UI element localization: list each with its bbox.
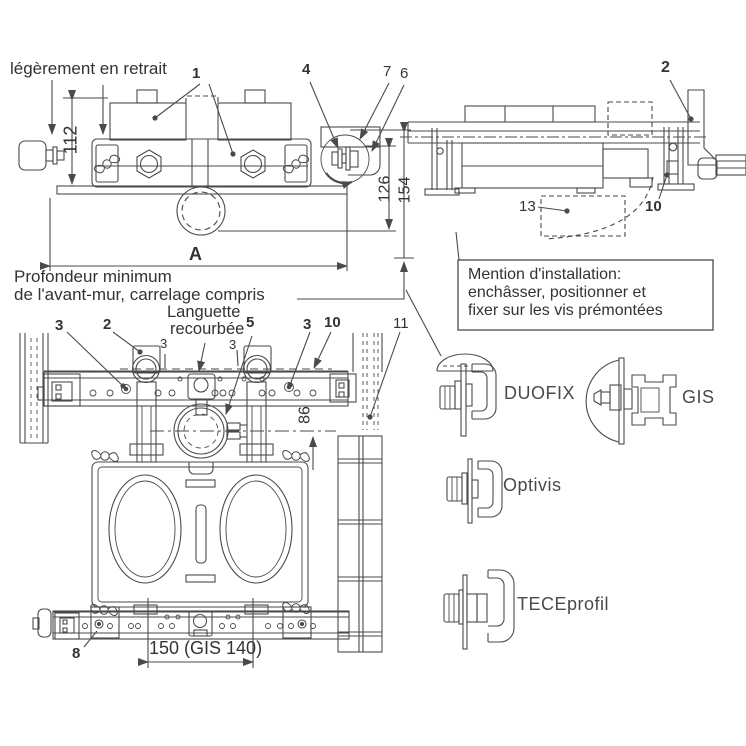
callout-3-left: 3 <box>55 317 64 334</box>
callout-2-side: 2 <box>661 59 670 76</box>
callout-3-right: 3 <box>303 316 312 333</box>
languette-note-line1: Languette <box>167 303 241 321</box>
dimension-150: 150 (GIS 140) <box>149 638 263 658</box>
callout-4: 4 <box>302 61 311 78</box>
callout-7: 7 <box>383 63 392 80</box>
front-view-drawing <box>20 332 400 668</box>
callout-6: 6 <box>400 65 409 82</box>
dimension-112: 112 <box>60 125 81 155</box>
duofix-fastener-drawing <box>437 354 496 436</box>
optivis-fastener-drawing <box>447 459 502 523</box>
callout-1: 1 <box>192 65 201 82</box>
top-view-drawing <box>19 80 414 271</box>
depth-note-line1: Profondeur minimum <box>14 267 172 286</box>
callout-3-small-mid: 3 <box>160 336 168 351</box>
recessed-note: légèrement en retrait <box>10 59 167 78</box>
dimension-86: 86 <box>296 406 314 424</box>
system-label-gis: GIS <box>682 387 715 407</box>
callout-3-small-right: 3 <box>229 337 237 352</box>
languette-note-line2: recourbée <box>170 320 245 338</box>
depth-note-line2: de l'avant-mur, carrelage compris <box>14 285 265 304</box>
callout-11: 11 <box>393 315 409 332</box>
callout-13: 13 <box>519 198 536 215</box>
dimension-126: 126 <box>376 175 394 203</box>
gis-fastener-drawing <box>586 358 676 444</box>
dimension-154: 154 <box>396 176 414 204</box>
callout-8: 8 <box>72 645 81 662</box>
system-label-teceprofil: TECEprofil <box>517 594 610 614</box>
installation-note-line3: fixer sur les vis prémontées <box>468 302 663 319</box>
system-label-duofix: DUOFIX <box>504 383 576 403</box>
installation-note <box>468 266 663 320</box>
teceprofil-fastener-drawing <box>444 570 514 649</box>
installation-note-line1: Mention d'installation: <box>468 266 622 283</box>
callout-2-front: 2 <box>103 316 112 333</box>
dimension-A: A <box>189 244 202 264</box>
installation-note-line2: enchâsser, positionner et <box>468 284 646 301</box>
system-label-optivis: Optivis <box>503 475 562 495</box>
callout-5: 5 <box>246 314 255 331</box>
callout-10-side: 10 <box>645 198 662 215</box>
side-view-drawing <box>396 80 746 239</box>
callout-10-front: 10 <box>324 314 341 331</box>
